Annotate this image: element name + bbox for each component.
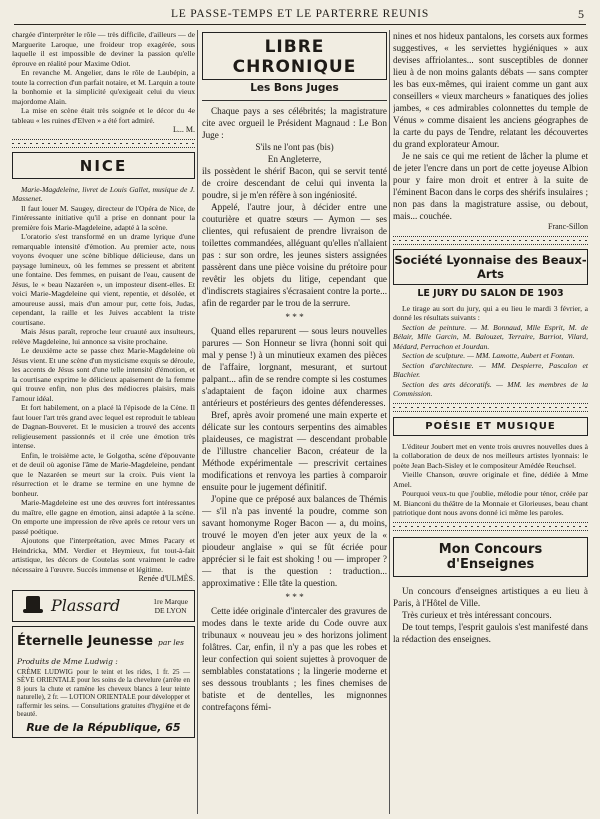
paragraph: Bref, après avoir promené une main experte et délicate sur les contours serpentins des aimables plaideuses, ce magistrat — descendant probable de l'illustre chancelier Bacon, créateur de la Méthode expérimentale — prescrivit certaines modifications et renvoya les parties à comparoir ensuite pour le jugement définitif. <box>202 410 387 492</box>
cream-advertisement <box>12 626 195 738</box>
ad-tagline: par les Produits de Mme Ludwig : <box>17 637 184 666</box>
paragraph: nines et nos hideux pantalons, les corsets aux formes suggestives, « les serviettes hygiéniques » aux devises affriolantes... sont susceptibles de donner lieu à de non moins galants débats — sans compter les bas eux-mêmes, qui iraient comme un gant aux conseillers « vieux marcheurs » fanatiques des jolies jambes, « ces admirables colonnettes du temple de Vénus » comme disaient les anciens géographes de la carte du pays de Tendre, relatant les découvertes du grand explorateur Amour. <box>393 31 588 149</box>
ornament-divider <box>12 139 195 148</box>
ad-address: Rue de la République, 65 <box>26 720 181 734</box>
paragraph: Chaque pays a ses célébrités; la magistrature cite avec orgueil le Président Magnaud : Le Bon Juge : <box>202 106 387 140</box>
section-stars: * * * <box>285 592 304 602</box>
paragraph: Appelé, l'autre jour, à décider entre une couturière et quatre sœurs — Aymon — ses clientes, qui refusaient de prendre livraison de toilettes commandées, alléguant qu'elles n'allaient pas : sur son ordre, les jeunes sisters assignées passèrent dans une pièce voisine du prétoire pour revêtir les objets du litige, cependant que d'indiscrets stagiaires s'écrasaient contre la porte... afin de regarder par le trou de la serrure. <box>202 202 387 308</box>
author-signature: Franc-Sillon <box>548 222 588 231</box>
newspaper-title: LE PASSE-TEMPS ET LE PARTERRE REUNIS <box>170 8 430 20</box>
section-title-poesie: POÉSIE ET MUSIQUE <box>393 417 588 436</box>
top-hat-icon <box>23 596 43 616</box>
paragraph: Quand elles reparurent — sous leurs nouvelles parures — Son Honneur se livra (honni soit qui mal y pense !) à un minutieux examen des pièces de l'affaire, lorgnant, mesurant, et surtout palpant... afin de se rendre compte si les costumes s'adaptaient de façon idoine aux charmes antérieurs et postérieurs des gentes défenderesses. <box>202 326 387 408</box>
paragraph: ils possèdent le shérif Bacon, qui se servit tenté de croire descendant de celui qui inventa la poudre, si je m'en réfère à son ingéniosité. <box>202 166 387 200</box>
paragraph: Vieille Chanson, œuvre originale et fine, dédiée à Mme Amel. <box>393 470 588 489</box>
paragraph: Section de peinture. — M. Bonnaud, Mlle Esprit, M. de Bélair, Mlle Garcin, M. Balouzet, Terraire, Barriot, Vilard, Médard, Perrachon et Jourdan. <box>393 322 588 351</box>
article-subtitle: LE JURY DU SALON DE 1903 <box>417 287 564 299</box>
section-title-societe: Société Lyonnaise des Beaux-Arts <box>393 249 588 285</box>
column-middle <box>202 30 387 814</box>
ornament-divider <box>393 403 588 412</box>
ad-body: CRÈME LUDWIG pour le teint et les rides, 1 fr. 25 — SÈVE ORIENTALE pour les soins de la chevelure (arrête en 8 jours la chute et ramène les cheveux blancs à leur teinte naturelle), 2 fr. — LOTION ORIENTALE pour développer et raffermir les seins. — Consultations gratuites d'hygiène et de beauté. <box>17 667 190 718</box>
paragraph: Le tirage au sort du jury, qui a eu lieu le mardi 3 février, a donné les résultats suivants : <box>393 303 588 322</box>
paragraph: La mise en scène était très soignée et le décor du 4e tableau « les ruines d'Elven » a été fort admiré. <box>12 106 195 125</box>
column-left <box>12 30 195 814</box>
paragraph: chargée d'interpréter le rôle — très difficile, d'ailleurs — de Marguerite Laroque, une froideur trop exagérée, sous laquelle il est impossible de deviner la passion qu'elle éprouve en réalité pour Maxime Odiot. <box>12 30 195 68</box>
section-title-nice: NICE <box>12 152 195 179</box>
paragraph: Marie-Magdeleine est une des œuvres fort intéressantes du maître, elle gagne en émotion, ainsi adaptée à la scène. On emporte une impression de rêve après ce retour vers un passé poétique. <box>12 498 195 536</box>
paragraph: Section des arts décoratifs. — MM. les membres de la Commission. <box>393 379 588 398</box>
paragraph: De tout temps, l'esprit gaulois s'est manifesté dans la rédaction des enseignes. <box>393 621 588 644</box>
ornament-divider <box>393 236 588 245</box>
page-header <box>14 6 586 25</box>
brand-tagline <box>153 597 188 615</box>
column-right <box>393 30 588 814</box>
column-rule <box>389 30 390 814</box>
paragraph: Enfin, le troisième acte, le Golgotha, scène d'épouvante et de deuil où agonise l'âme de Marie-Magdeleine, pendant que le Nazaréen se meurt sur la croix. Puis vient la résurrection et le drame se termine en une hymne de bonheur. <box>12 450 195 498</box>
column-rule <box>197 30 198 814</box>
paragraph: Et fort habilement, on a placé là l'épisode de la Cène. Il faut louer l'art très grand avec lequel est reproduit le tableau de Dagnan-Bouveret. Et le musicien a trouvé des accents religieusement passionnés et il crée une émotion très intense. <box>12 403 195 450</box>
paragraph: Il faut louer M. Saugey, directeur de l'Opéra de Nice, de l'intéressante initiative qu'il a prise en donnant pour la première fois Marie-Magdeleine, adapté à la scène. <box>12 203 195 232</box>
paragraph: En revanche M. Angelier, dans le rôle de Laubépin, a toute la correction d'un parfait notaire, et M. Larquin a toute la bonhomie et la simplicité qu'exigeait celui du vieux majordome Alain. <box>12 68 195 106</box>
ornament-divider <box>393 522 588 531</box>
paragraph: J'opine que ce préposé aux balances de Thémis — s'il n'a pas inventé la poudre, comme son savant homonyme Roger Bacon — a, du moins, trouvé le moyen d'en jeter aux yeux de la « pioudeur anglaise » qui se fût écriée pour apprécier si le fait est shoking ! ou — improper ? — that is the question : traduction... approximative : Elle tâte la question. <box>202 494 387 588</box>
quote-line: En Angleterre, <box>267 154 322 164</box>
paragraph: Je ne sais ce qui me retient de lâcher la plume et de jeter l'encre dans un port de cette joyeuse Albion pour y faire mon droit et entrer à la suite de l'éminent Bacon dans le corps des shérifs insulaires ; non pas dans la magistrature assise, ou debout, mais... couchée. <box>393 151 588 221</box>
paragraph: Section de sculpture. — MM. Lamotte, Aubert et Fontan. <box>402 351 575 360</box>
section-title-libre-chronique: LIBRE CHRONIQUE <box>202 32 387 80</box>
section-title-concours: Mon Concours d'Enseignes <box>393 537 588 577</box>
brand-name: Plassard <box>51 595 121 615</box>
paragraph: Le deuxième acte se passe chez Marie-Magdeleine où Jésus vient. Et une scène d'un mysticisme exquis se déroule, les accents de Jésus sont d'une telle intensité d'émotion, et la courtisane exprime le délicieux apaisement de la femme qui trouve enfin, non plus des médiocres plaisirs, mais l'amour idéal. <box>12 346 195 403</box>
paragraph: Section d'architecture. — MM. Despierre, Pascalon et Blachier. <box>393 360 588 379</box>
ad-title: Éternelle Jeunesse <box>17 633 153 649</box>
paragraph: Très curieux et très intéressant concours. <box>402 609 552 620</box>
divider <box>202 100 387 101</box>
paragraph: L'éditeur Joubert met en vente trois œuvres nouvelles dues à la collaboration de deux de nos meilleurs artistes lyonnais: le poète Jean Bach-Sisley et le compositeur Amédée Reuchsel. <box>393 441 588 470</box>
paragraph: Marie-Magdeleine, livret de Louis Gallet, musique de J. Massenet. <box>12 184 195 203</box>
quote-line: S'ils ne l'ont pas (bis) <box>255 142 334 152</box>
tagline-line: DE LYON <box>154 605 187 615</box>
paragraph: Un concours d'enseignes artistiques a eu lieu à Paris, à l'Hôtel de Ville. <box>393 585 588 608</box>
paragraph: Mais Jésus paraît, reproche leur cruauté aux insulteurs, relève Magdeleine, lui annonce sa visite prochaine. <box>12 327 195 346</box>
paragraph: Cette idée originale d'intercaler des gravures de modes dans le texte aride du Code ouvre aux tribunaux « nouveau jeu » des horizons joliment folâtres. Car, enfin, il n'y a pas que les robes et leur confection qui soient sujettes à provoquer de semblables constatations ; la lingerie moderne et ses dessous troublants ; les fines chemises de batiste et de dentelles, les mignonnes contrefaçons fémi- <box>202 606 387 712</box>
paragraph: Pourquoi veux-tu que j'oublie, mélodie pour ténor, créée par M. Bianconi du théâtre de la Monnaie et Glorieuses, beau chant patriotique dont nous avons donné ici même les paroles. <box>393 489 588 517</box>
article-subtitle: Les Bons Juges <box>250 82 339 94</box>
page-number: 5 <box>578 7 584 21</box>
paragraph: Ajoutons que l'interprétation, avec Mmes Pacary et Heindricka, MM. Verdier et Heymieux, fut tout-à-fait artistique, les décors de Coutelas sont vraiment le cadre nécessaire à l'œuvre. Succès immense et légitime. <box>12 536 195 574</box>
tagline-line: 1re Marque <box>153 596 188 606</box>
hat-advertisement <box>12 590 195 622</box>
paragraph: L'oratorio s'est transformé en un drame lyrique d'une remarquable intensité d'émotion. Au premier acte, nous voyons évoquer une scène biblique délicieuse, dans un paysage lumineux, où les femmes se pressent et abritent une fontaine. Des femmes, en puisant de l'eau, causent de Jésus, le « beau Nazaréen », un imposteur disent-elles. Et voici Marie-Magdeleine qui vient, repentie, et désolée, et amoureuse aussi, mais d'un amour pur, cette fois, Judas, cependant, la raille et les Juives accablent la triste courtisane. <box>12 232 195 327</box>
author-signature: Renée d'ULMÈS. <box>138 574 195 583</box>
author-signature: L... M. <box>173 125 195 134</box>
section-stars: * * * <box>285 312 304 322</box>
